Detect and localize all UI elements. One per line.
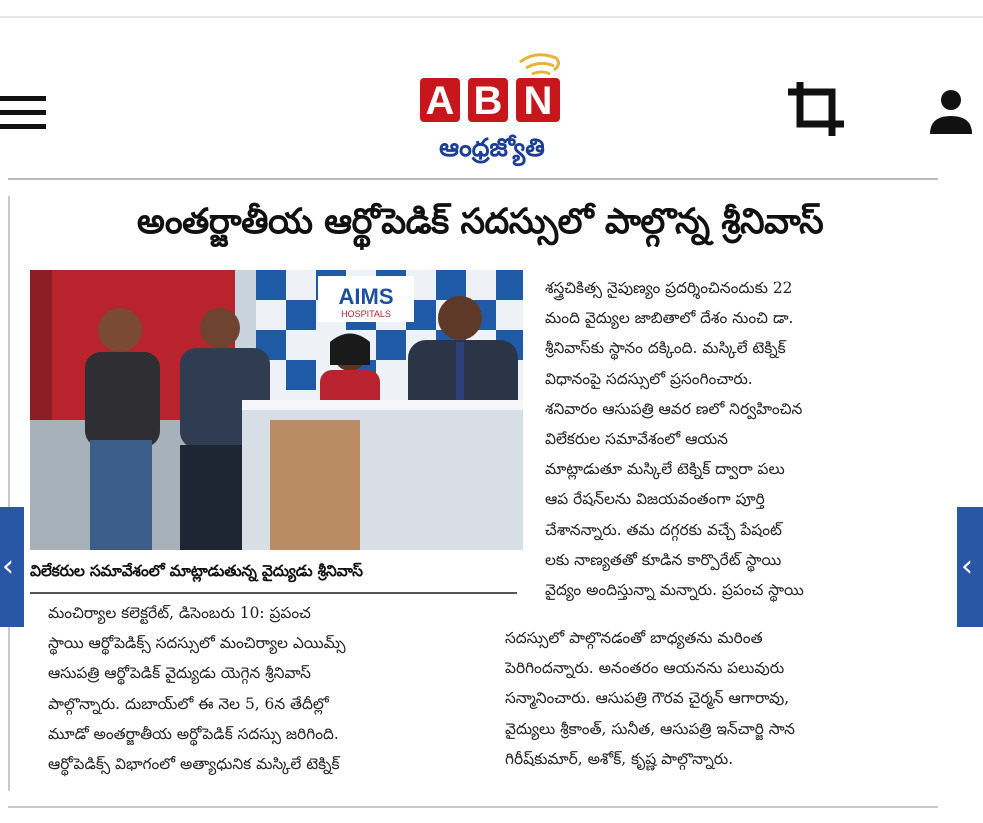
article-line: మాట్లాడుతూ మస్కిలే టెక్నిక్ ద్వారా పలు bbox=[545, 460, 785, 479]
article-line: వైద్యులు శ్రీకాంత్, సునీత, ఆసుపత్రి ఇన్‌చార్జి సాన bbox=[505, 719, 795, 738]
clipping-bottom-rule bbox=[8, 806, 938, 808]
article-line: శనివారం ఆసుపత్రి ఆవర ణలో నిర్వహించిన bbox=[545, 399, 803, 418]
article-photo bbox=[30, 270, 523, 550]
article-left-column bbox=[48, 598, 468, 779]
user-icon[interactable] bbox=[928, 88, 974, 134]
article-line: వైద్యం అందిస్తున్నా మన్నారు. ప్రపంచ స్థాయి bbox=[545, 581, 804, 600]
svg-text:ఆంధ్రజ్యోతి: ఆంధ్రజ్యోతి bbox=[439, 133, 545, 162]
article-line: మంది వైద్యుల జాబితాలో దేశం నుంచి డా. bbox=[545, 309, 794, 328]
article-line: శస్త్రచికిత్స నైపుణ్యం ప్రదర్శించినందుకు 22 bbox=[545, 279, 793, 297]
svg-text:A: A bbox=[425, 79, 455, 123]
clipping-top-rule bbox=[8, 178, 938, 180]
hamburger-menu-icon[interactable] bbox=[0, 96, 46, 130]
app-header bbox=[0, 18, 983, 168]
article-line: ఆప రేషన్‌లను విజయవంతంగా పూర్తి bbox=[545, 490, 765, 509]
article-line: స్థాయి ఆర్థోపెడిక్స్ సదస్సులో మంచిర్యాల ఎయిమ్స్ bbox=[48, 634, 346, 653]
previous-page-button[interactable] bbox=[0, 507, 24, 627]
article-right-column-bottom bbox=[505, 623, 930, 774]
article-line: చేశానన్నారు. తమ దగ్గరకు వచ్చే పేషంట్ bbox=[545, 520, 782, 539]
clipping-left-rule bbox=[8, 196, 10, 791]
crop-icon[interactable] bbox=[786, 78, 848, 140]
article-line: మూడో అంతర్జాతీయ అర్థోపెడిక్ సదస్సు జరిగింది. bbox=[48, 724, 339, 743]
article-line: పాల్గొన్నారు. దుబాయ్‌లో ఈ నెల 5, 6న తేదీల్లో bbox=[48, 694, 329, 713]
caption-rule bbox=[30, 592, 517, 594]
article-line: సన్మానించారు. ఆసుపత్రి గౌరవ చైర్మన్ ఆగారావు, bbox=[505, 689, 790, 708]
article-line: లకు నాణ్యతతో కూడిన కార్పొరేట్ స్థాయి bbox=[545, 550, 782, 569]
chevron-left-icon: ‹ bbox=[2, 549, 14, 584]
article-line: ఆసుపత్రి ఆర్థోపెడిక్ వైద్యుడు యెగ్గెన శ్రీనివాస్ bbox=[48, 664, 311, 683]
article-line: పెరిగిందన్నారు. అనంతరం ఆయనను పలువురు bbox=[505, 659, 785, 678]
article-line: గిరీష్‌కుమార్, అశోక్, కృష్ణ పాల్గొన్నారు. bbox=[505, 749, 734, 768]
article-right-column-top bbox=[545, 273, 930, 605]
article-line: విలేకరుల సమావేశంలో ఆయన bbox=[545, 430, 728, 449]
chevron-right-icon: ‹ bbox=[961, 549, 973, 584]
svg-text:B: B bbox=[473, 79, 503, 123]
article-line: విధానంపై సదస్సులో ప్రసంగించారు. bbox=[545, 369, 753, 388]
next-page-button[interactable] bbox=[957, 507, 983, 627]
photo-caption: విలేకరుల సమావేశంలో మాట్లాడుతున్న వైద్యుడు శ్రీనివాస్ bbox=[30, 562, 363, 580]
article-line: శ్రీనివాస్‌కు స్థానం దక్కింది. మస్కిలే టెక్నిక్ bbox=[545, 339, 786, 358]
article-line: సదస్సులో పాల్గొనడంతో బాధ్యతను మరింత bbox=[505, 629, 763, 647]
article-line: మంచిర్యాల కలెక్టరేట్, డిసెంబరు 10: ప్రపంచ bbox=[48, 604, 311, 622]
sun-logo-icon bbox=[520, 55, 559, 74]
abn-andhrajyothy-logo[interactable] bbox=[416, 48, 568, 170]
svg-text:N: N bbox=[523, 79, 553, 123]
svg-text:AIMS: AIMS bbox=[338, 284, 394, 309]
svg-text:HOSPITALS: HOSPITALS bbox=[341, 309, 391, 319]
article-line: ఆర్థోపెడిక్స్ విభాగంలో అత్యాధునిక మస్కిలే టెక్నిక్ bbox=[48, 755, 340, 774]
article-headline: అంతర్జాతీయ ఆర్థోపెడిక్ సదస్సులో పాల్గొన్న శ్రీనివాస్ bbox=[136, 202, 824, 242]
